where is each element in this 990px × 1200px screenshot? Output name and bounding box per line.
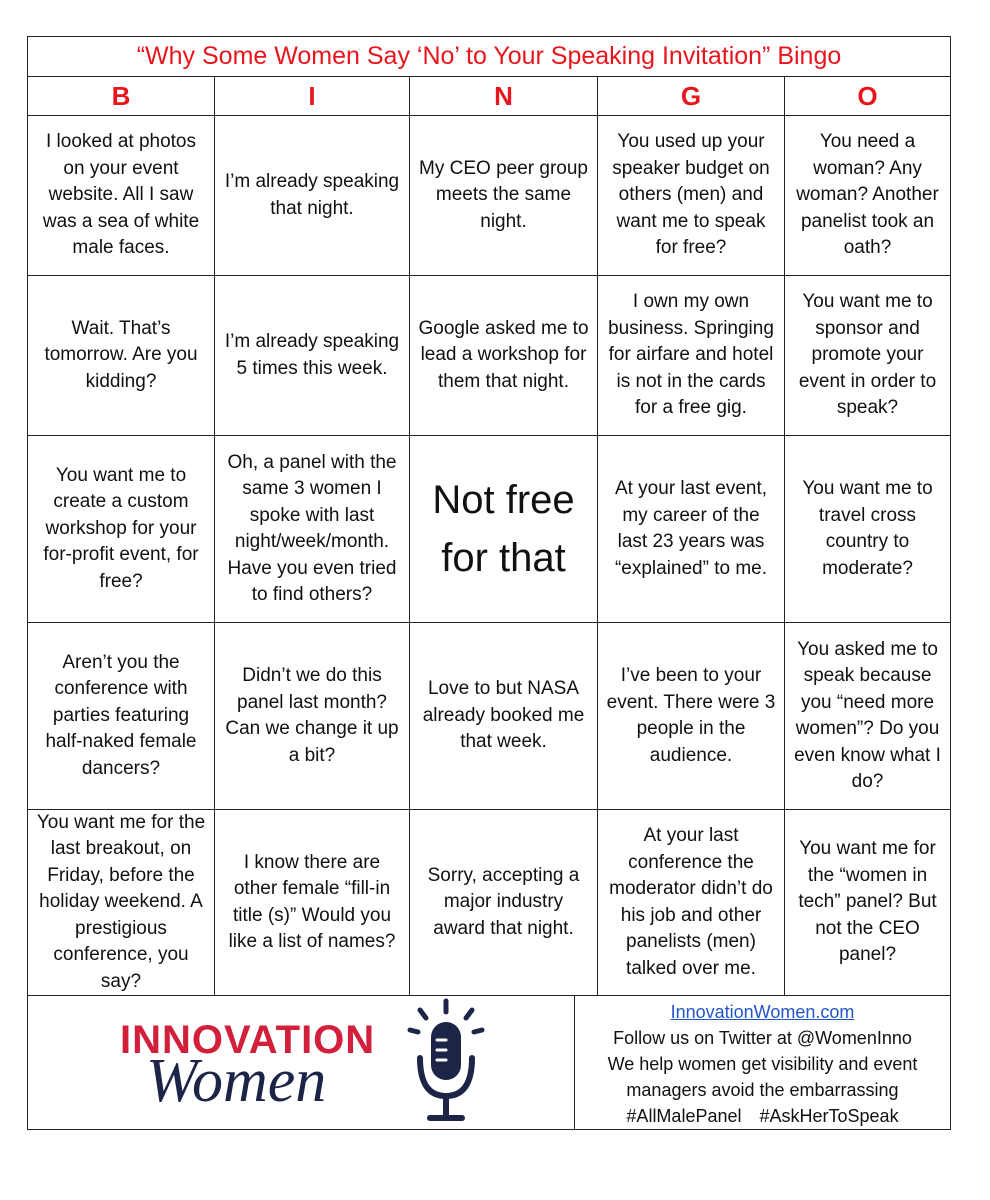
logo-word-innovation: INNOVATION (120, 1018, 376, 1062)
bingo-grid (28, 77, 950, 996)
bingo-row-1 (28, 116, 950, 276)
bingo-cell: Wait. That’s tomorrow. Are you kidding? (28, 276, 215, 435)
bingo-card (27, 36, 951, 1130)
bingo-cell: You want me for the last breakout, on Friday, before the holiday weekend. A prestigious conference, you say? (28, 810, 215, 995)
bingo-cell: Sorry, accepting a major industry award that night. (410, 810, 598, 995)
bingo-cell: You need a woman? Any woman? Another panelist took an oath? (796, 131, 939, 259)
bingo-cell: You want me for the “women in tech” panel? But not the CEO panel? (798, 838, 937, 966)
card-title: “Why Some Women Say ‘No’ to Your Speaking Invitation” Bingo (28, 37, 950, 77)
bingo-cell: Love to but NASA already booked me that week. (410, 623, 598, 809)
bingo-cell: You want me to create a custom workshop for your for-profit event, for free? (28, 436, 215, 622)
bingo-cell: I’m already speaking that night. (215, 116, 410, 275)
bingo-cell: You want me to sponsor and promote your event in order to speak? (798, 291, 937, 419)
innovation-women-logo (28, 996, 575, 1129)
bingo-cell: I’ve been to your event. There were 3 people in the audience. (598, 623, 785, 809)
hashtag-ask-her-to-speak: #AskHerToSpeak (759, 1105, 899, 1126)
bingo-row-4 (28, 623, 950, 810)
bingo-cell: You asked me to speak because you “need more women”? Do you even know what I do? (794, 638, 941, 792)
free-space-cell: Not free for that (410, 436, 598, 622)
microphone-icon (406, 998, 486, 1126)
bingo-cell: I looked at photos on your event website. All I saw was a sea of white male faces. (28, 116, 215, 275)
hashtag-all-male-panel: #AllMalePanel (626, 1105, 742, 1126)
bingo-cell: At your last event, my career of the last 23 years was “explained” to me. (598, 436, 785, 622)
bingo-cell: Didn’t we do this panel last month? Can we change it up a bit? (215, 623, 410, 809)
footer-info (575, 996, 950, 1129)
twitter-line: Follow us on Twitter at @WomenInno (613, 1027, 912, 1048)
bingo-row-3 (28, 436, 950, 623)
hashtags (626, 1103, 898, 1129)
mission-line-2: managers avoid the embarrassing (626, 1079, 899, 1100)
website-link[interactable]: InnovationWomen.com (670, 1001, 855, 1022)
logo-word-women: Women (146, 1047, 327, 1115)
bingo-cell: I own my own business. Springing for airfare and hotel is not in the cards for a free gig. (598, 276, 785, 435)
bingo-cell: My CEO peer group meets the same night. (410, 116, 598, 275)
header-o: O (857, 80, 878, 111)
header-i: I (215, 77, 410, 115)
bingo-cell: I know there are other female “fill-in title (s)” Would you like a list of names? (215, 810, 410, 995)
bingo-row-2 (28, 276, 950, 436)
header-row (28, 77, 950, 116)
bingo-row-5 (28, 810, 950, 996)
bingo-cell: Google asked me to lead a workshop for them that night. (410, 276, 598, 435)
bingo-cell: You used up your speaker budget on others (men) and want me to speak for free? (598, 116, 785, 275)
header-n: N (410, 77, 598, 115)
bingo-cell: Aren’t you the conference with parties featuring half-naked female dancers? (28, 623, 215, 809)
footer (28, 996, 950, 1129)
bingo-cell: I’m already speaking 5 times this week. (215, 276, 410, 435)
bingo-cell: Oh, a panel with the same 3 women I spoke with last night/week/month. Have you even tried to find others? (215, 436, 410, 622)
mission-line-1: We help women get visibility and event (607, 1053, 918, 1074)
bingo-cell: At your last conference the moderator didn’t do his job and other panelists (men) talked over me. (598, 810, 785, 995)
bingo-cell: You want me to travel cross country to moderate? (802, 478, 933, 579)
header-g: G (598, 77, 785, 115)
header-b: B (28, 77, 215, 115)
